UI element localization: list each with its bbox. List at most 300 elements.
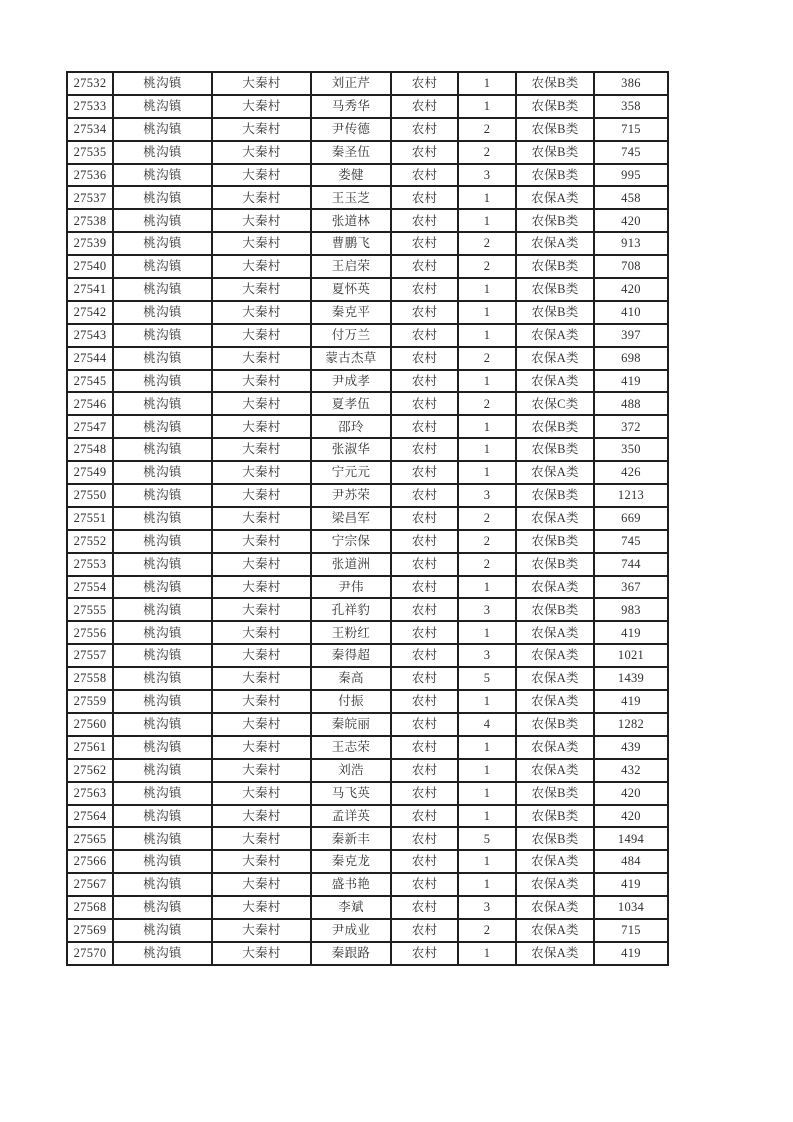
cell-name: 刘浩 [311,759,391,782]
cell-category: 农保A类 [516,461,594,484]
cell-category: 农保A类 [516,370,594,393]
cell-count: 3 [458,644,516,667]
cell-village: 大秦村 [212,461,311,484]
cell-name: 马秀华 [311,95,391,118]
cell-town: 桃沟镇 [113,118,212,141]
cell-count: 3 [458,484,516,507]
cell-residence: 农村 [391,942,458,965]
cell-residence: 农村 [391,255,458,278]
table-row [67,370,668,393]
table-row [67,301,668,324]
cell-village: 大秦村 [212,324,311,347]
cell-amount: 350 [594,438,668,461]
cell-name: 曹鹏飞 [311,232,391,255]
cell-village: 大秦村 [212,72,311,95]
cell-category: 农保B类 [516,209,594,232]
table-row [67,553,668,576]
cell-id: 27544 [67,347,113,370]
cell-village: 大秦村 [212,278,311,301]
cell-amount: 698 [594,347,668,370]
cell-count: 2 [458,141,516,164]
cell-id: 27536 [67,164,113,187]
cell-residence: 农村 [391,530,458,553]
cell-name: 秦克龙 [311,850,391,873]
cell-category: 农保B类 [516,72,594,95]
cell-count: 2 [458,347,516,370]
cell-residence: 农村 [391,370,458,393]
cell-id: 27558 [67,667,113,690]
cell-count: 1 [458,186,516,209]
cell-amount: 419 [594,690,668,713]
table-row [67,690,668,713]
cell-count: 2 [458,392,516,415]
records-table [66,71,669,966]
cell-town: 桃沟镇 [113,850,212,873]
cell-amount: 669 [594,507,668,530]
cell-category: 农保B类 [516,553,594,576]
cell-town: 桃沟镇 [113,484,212,507]
cell-village: 大秦村 [212,209,311,232]
cell-town: 桃沟镇 [113,186,212,209]
cell-category: 农保B类 [516,415,594,438]
cell-id: 27538 [67,209,113,232]
cell-category: 农保A类 [516,621,594,644]
table-row [67,232,668,255]
cell-amount: 420 [594,805,668,828]
cell-residence: 农村 [391,553,458,576]
cell-id: 27567 [67,873,113,896]
cell-count: 3 [458,896,516,919]
cell-amount: 426 [594,461,668,484]
table-row [67,255,668,278]
cell-category: 农保B类 [516,598,594,621]
cell-category: 农保B类 [516,278,594,301]
cell-name: 秦新丰 [311,827,391,850]
cell-village: 大秦村 [212,507,311,530]
table-row [67,621,668,644]
table-row [67,461,668,484]
cell-residence: 农村 [391,667,458,690]
cell-village: 大秦村 [212,873,311,896]
cell-name: 秦高 [311,667,391,690]
cell-category: 农保B类 [516,141,594,164]
cell-name: 付万兰 [311,324,391,347]
cell-id: 27568 [67,896,113,919]
cell-category: 农保B类 [516,95,594,118]
cell-village: 大秦村 [212,530,311,553]
cell-category: 农保A类 [516,507,594,530]
cell-count: 2 [458,919,516,942]
table-row [67,507,668,530]
cell-id: 27546 [67,392,113,415]
cell-village: 大秦村 [212,141,311,164]
cell-village: 大秦村 [212,736,311,759]
table-row [67,530,668,553]
table-row [67,484,668,507]
cell-id: 27542 [67,301,113,324]
table-row [67,713,668,736]
cell-village: 大秦村 [212,850,311,873]
table-row [67,324,668,347]
cell-count: 1 [458,209,516,232]
cell-village: 大秦村 [212,186,311,209]
table-row [67,782,668,805]
cell-amount: 484 [594,850,668,873]
table-row [67,141,668,164]
cell-village: 大秦村 [212,232,311,255]
cell-town: 桃沟镇 [113,644,212,667]
cell-amount: 372 [594,415,668,438]
cell-town: 桃沟镇 [113,347,212,370]
cell-town: 桃沟镇 [113,301,212,324]
records-table-body [67,72,668,965]
table-row [67,644,668,667]
cell-name: 夏怀英 [311,278,391,301]
cell-village: 大秦村 [212,347,311,370]
cell-amount: 715 [594,919,668,942]
cell-town: 桃沟镇 [113,827,212,850]
cell-name: 尹伟 [311,576,391,599]
cell-town: 桃沟镇 [113,164,212,187]
cell-category: 农保B类 [516,805,594,828]
cell-id: 27554 [67,576,113,599]
cell-category: 农保B类 [516,438,594,461]
cell-residence: 农村 [391,415,458,438]
cell-village: 大秦村 [212,919,311,942]
cell-id: 27543 [67,324,113,347]
cell-id: 27555 [67,598,113,621]
cell-category: 农保C类 [516,392,594,415]
cell-name: 张道林 [311,209,391,232]
cell-amount: 1213 [594,484,668,507]
cell-village: 大秦村 [212,415,311,438]
cell-count: 2 [458,118,516,141]
cell-town: 桃沟镇 [113,667,212,690]
cell-town: 桃沟镇 [113,141,212,164]
cell-id: 27548 [67,438,113,461]
cell-town: 桃沟镇 [113,896,212,919]
cell-category: 农保A类 [516,690,594,713]
table-row [67,896,668,919]
cell-amount: 419 [594,621,668,644]
cell-name: 秦克平 [311,301,391,324]
cell-village: 大秦村 [212,644,311,667]
table-row [67,415,668,438]
cell-count: 3 [458,598,516,621]
cell-village: 大秦村 [212,667,311,690]
cell-amount: 358 [594,95,668,118]
cell-category: 农保A类 [516,186,594,209]
cell-residence: 农村 [391,896,458,919]
cell-town: 桃沟镇 [113,415,212,438]
cell-town: 桃沟镇 [113,370,212,393]
cell-village: 大秦村 [212,759,311,782]
cell-amount: 1494 [594,827,668,850]
cell-count: 2 [458,507,516,530]
cell-count: 1 [458,759,516,782]
cell-category: 农保A类 [516,667,594,690]
table-row [67,873,668,896]
cell-category: 农保B类 [516,530,594,553]
cell-category: 农保B类 [516,118,594,141]
cell-count: 1 [458,415,516,438]
cell-name: 孔祥豹 [311,598,391,621]
cell-residence: 农村 [391,621,458,644]
table-row [67,209,668,232]
cell-name: 张淑华 [311,438,391,461]
cell-name: 尹传德 [311,118,391,141]
cell-village: 大秦村 [212,370,311,393]
cell-name: 尹成孝 [311,370,391,393]
cell-id: 27533 [67,95,113,118]
cell-count: 2 [458,255,516,278]
cell-count: 1 [458,370,516,393]
cell-category: 农保B类 [516,827,594,850]
cell-amount: 708 [594,255,668,278]
cell-id: 27535 [67,141,113,164]
cell-category: 农保B类 [516,484,594,507]
cell-count: 1 [458,438,516,461]
cell-amount: 386 [594,72,668,95]
cell-category: 农保B类 [516,713,594,736]
cell-id: 27537 [67,186,113,209]
cell-category: 农保A类 [516,873,594,896]
cell-id: 27570 [67,942,113,965]
cell-category: 农保A类 [516,644,594,667]
cell-residence: 农村 [391,186,458,209]
table-row [67,278,668,301]
table-row [67,759,668,782]
cell-town: 桃沟镇 [113,942,212,965]
cell-name: 马飞英 [311,782,391,805]
cell-category: 农保B类 [516,301,594,324]
cell-residence: 农村 [391,805,458,828]
cell-residence: 农村 [391,873,458,896]
cell-residence: 农村 [391,576,458,599]
cell-count: 1 [458,805,516,828]
cell-id: 27532 [67,72,113,95]
cell-town: 桃沟镇 [113,438,212,461]
cell-amount: 419 [594,942,668,965]
cell-count: 2 [458,232,516,255]
cell-count: 1 [458,576,516,599]
cell-category: 农保A类 [516,919,594,942]
table-row [67,598,668,621]
cell-town: 桃沟镇 [113,759,212,782]
cell-town: 桃沟镇 [113,621,212,644]
cell-id: 27559 [67,690,113,713]
cell-village: 大秦村 [212,598,311,621]
cell-category: 农保A类 [516,736,594,759]
cell-residence: 农村 [391,118,458,141]
cell-amount: 983 [594,598,668,621]
cell-residence: 农村 [391,644,458,667]
cell-amount: 420 [594,782,668,805]
cell-amount: 432 [594,759,668,782]
cell-residence: 农村 [391,95,458,118]
table-row [67,392,668,415]
cell-name: 尹成业 [311,919,391,942]
cell-amount: 397 [594,324,668,347]
cell-amount: 488 [594,392,668,415]
cell-village: 大秦村 [212,942,311,965]
cell-amount: 715 [594,118,668,141]
cell-name: 邵玲 [311,415,391,438]
cell-residence: 农村 [391,324,458,347]
cell-residence: 农村 [391,690,458,713]
cell-id: 27549 [67,461,113,484]
cell-name: 刘正芹 [311,72,391,95]
table-row [67,850,668,873]
cell-town: 桃沟镇 [113,278,212,301]
cell-residence: 农村 [391,736,458,759]
table-row [67,576,668,599]
cell-town: 桃沟镇 [113,576,212,599]
cell-category: 农保A类 [516,324,594,347]
cell-count: 5 [458,827,516,850]
cell-name: 王志荣 [311,736,391,759]
cell-id: 27565 [67,827,113,850]
cell-town: 桃沟镇 [113,873,212,896]
cell-town: 桃沟镇 [113,736,212,759]
cell-residence: 农村 [391,72,458,95]
cell-category: 农保A类 [516,576,594,599]
cell-amount: 1282 [594,713,668,736]
cell-town: 桃沟镇 [113,782,212,805]
cell-residence: 农村 [391,301,458,324]
cell-town: 桃沟镇 [113,919,212,942]
cell-amount: 995 [594,164,668,187]
cell-village: 大秦村 [212,621,311,644]
cell-amount: 1034 [594,896,668,919]
table-row [67,186,668,209]
cell-village: 大秦村 [212,392,311,415]
cell-village: 大秦村 [212,95,311,118]
cell-village: 大秦村 [212,827,311,850]
cell-category: 农保A类 [516,347,594,370]
cell-amount: 410 [594,301,668,324]
cell-id: 27560 [67,713,113,736]
cell-residence: 农村 [391,232,458,255]
cell-count: 1 [458,324,516,347]
cell-village: 大秦村 [212,713,311,736]
cell-id: 27552 [67,530,113,553]
cell-residence: 农村 [391,278,458,301]
cell-id: 27561 [67,736,113,759]
cell-count: 1 [458,690,516,713]
cell-name: 宁宗保 [311,530,391,553]
cell-amount: 1021 [594,644,668,667]
cell-category: 农保A类 [516,942,594,965]
cell-category: 农保B类 [516,164,594,187]
table-row [67,72,668,95]
cell-town: 桃沟镇 [113,598,212,621]
cell-residence: 农村 [391,759,458,782]
cell-count: 1 [458,278,516,301]
cell-residence: 农村 [391,598,458,621]
cell-count: 5 [458,667,516,690]
cell-id: 27541 [67,278,113,301]
cell-town: 桃沟镇 [113,553,212,576]
cell-village: 大秦村 [212,782,311,805]
table-row [67,347,668,370]
cell-count: 1 [458,942,516,965]
cell-name: 秦跟路 [311,942,391,965]
cell-name: 王玉芝 [311,186,391,209]
cell-category: 农保A类 [516,232,594,255]
cell-residence: 农村 [391,713,458,736]
cell-village: 大秦村 [212,690,311,713]
cell-count: 1 [458,95,516,118]
cell-amount: 419 [594,370,668,393]
cell-residence: 农村 [391,827,458,850]
cell-id: 27556 [67,621,113,644]
cell-amount: 458 [594,186,668,209]
cell-count: 1 [458,461,516,484]
table-row [67,118,668,141]
cell-residence: 农村 [391,392,458,415]
cell-name: 夏孝伍 [311,392,391,415]
cell-name: 王粉红 [311,621,391,644]
cell-name: 蒙古杰草 [311,347,391,370]
cell-count: 4 [458,713,516,736]
cell-id: 27534 [67,118,113,141]
cell-residence: 农村 [391,438,458,461]
cell-residence: 农村 [391,919,458,942]
cell-amount: 439 [594,736,668,759]
cell-amount: 367 [594,576,668,599]
cell-category: 农保A类 [516,850,594,873]
cell-town: 桃沟镇 [113,805,212,828]
table-row [67,667,668,690]
table-row [67,736,668,759]
cell-town: 桃沟镇 [113,461,212,484]
cell-name: 秦圣伍 [311,141,391,164]
cell-id: 27563 [67,782,113,805]
cell-town: 桃沟镇 [113,324,212,347]
cell-name: 梁昌军 [311,507,391,530]
cell-village: 大秦村 [212,484,311,507]
cell-residence: 农村 [391,782,458,805]
cell-count: 2 [458,553,516,576]
table-row [67,827,668,850]
cell-name: 秦皖丽 [311,713,391,736]
cell-town: 桃沟镇 [113,232,212,255]
cell-village: 大秦村 [212,438,311,461]
cell-id: 27550 [67,484,113,507]
cell-id: 27540 [67,255,113,278]
cell-id: 27545 [67,370,113,393]
cell-amount: 745 [594,141,668,164]
cell-town: 桃沟镇 [113,713,212,736]
cell-id: 27562 [67,759,113,782]
cell-residence: 农村 [391,850,458,873]
cell-amount: 420 [594,209,668,232]
cell-village: 大秦村 [212,118,311,141]
cell-town: 桃沟镇 [113,255,212,278]
cell-village: 大秦村 [212,805,311,828]
cell-village: 大秦村 [212,301,311,324]
cell-category: 农保A类 [516,896,594,919]
table-row [67,919,668,942]
cell-id: 27564 [67,805,113,828]
cell-count: 1 [458,301,516,324]
cell-town: 桃沟镇 [113,530,212,553]
cell-village: 大秦村 [212,553,311,576]
cell-id: 27551 [67,507,113,530]
cell-count: 1 [458,850,516,873]
cell-residence: 农村 [391,507,458,530]
